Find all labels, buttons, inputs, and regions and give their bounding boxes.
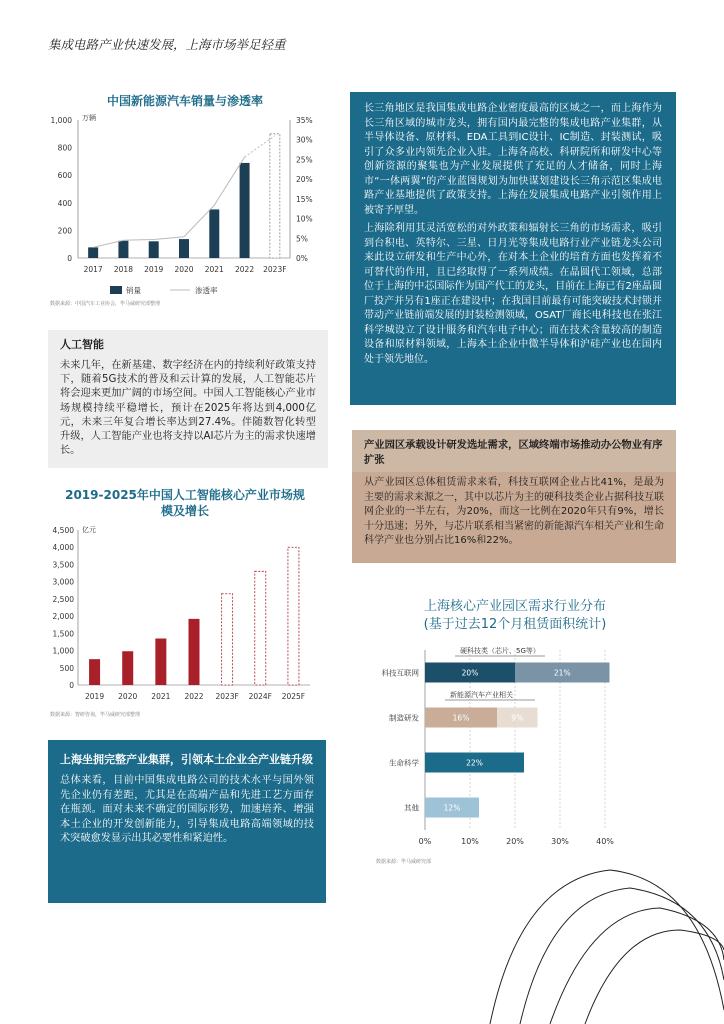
chart1-title: 中国新能源汽车销量与渗透率: [106, 94, 263, 108]
tan-body: 从产业园区总体租赁需求来看，科技互联网企业占比41%，是最为主要的需求来源之一，其中以芯片为主的硬科技类企业占据科技互联网企业的一半左右，为20%，而这一比例在2020年只有9%，增长十分迅速；另外，与芯片联系相当紧密的新能源汽车相关产业和生命科学产业也分别占比16%和22%。: [364, 477, 664, 546]
chart1-ytick: 800: [57, 143, 72, 153]
chart3-segment-label: 12%: [443, 803, 461, 813]
tan-header: [352, 430, 676, 472]
page-header: 集成电路产业快速发展，上海市场举足轻重: [48, 37, 286, 52]
chart3-category: 生命科学: [389, 758, 419, 768]
chart3-category: 科技互联网: [381, 668, 419, 678]
chart2-xtick: 2024F: [248, 692, 272, 701]
tan-title: 产业园区承载设计研发选址需求，区域终端市场推动办公物业有序扩张: [364, 439, 663, 466]
chart3-segment-label: 20%: [461, 668, 479, 678]
chart1-bar: [209, 209, 219, 258]
chart3-segment-label: 22%: [466, 758, 483, 768]
chart1-ytick: 600: [57, 171, 72, 181]
ai-title: 人工智能: [60, 338, 104, 351]
chart1-legend-bar: 销量: [126, 286, 141, 295]
chart1-legend-swatch-bar: [110, 286, 122, 294]
bottom-blue-title: 上海坐拥完整产业集群，引领本土企业全产业链升级: [60, 753, 313, 766]
chart3-xtick: 10%: [461, 837, 479, 846]
chart1-y2tick: 5%: [296, 234, 308, 244]
chart1-svg: [40, 108, 330, 298]
chart2-bar: [222, 594, 233, 685]
chart3-title-line1: 上海核心产业园区需求行业分布: [423, 599, 606, 614]
chart2-ytick: 3,000: [52, 577, 74, 587]
chart1-bar: [88, 247, 98, 258]
right-blue-box: [350, 92, 676, 405]
chart2-xtick: 2020: [118, 692, 138, 701]
chart1-xtick: 2017: [83, 265, 103, 274]
chart3-xtick: 40%: [596, 837, 614, 846]
ai-box: [48, 330, 328, 468]
right-blue-p1: 长三角地区是我国集成电路企业密度最高的区域之一，而上海作为长三角区域的城市龙头，拥有国内最完整的集成电路产业集群，从半导体设备、原材料、EDA工具到IC设计、IC制造、封装测试，吸引了众多业内领先企业入驻。上海各高校、科研院所和研发中心等创新资源的聚集也为产业发展提供了充足的人才储备，同时上海市“一体两翼”的产业蓝图规划为加快谋划建设长三角示范区集成电路产业基地提供了政策支持。上海在发展集成电路产业引领作用上被寄予厚望。: [364, 103, 662, 216]
chart2-bar: [189, 619, 200, 685]
chart2-bar: [155, 639, 166, 686]
chart1-source: 数据来源：中国汽车工业协会，毕马威研究部整理: [50, 301, 161, 307]
chart2-ytick: 1,500: [52, 629, 74, 639]
chart2-yunit: 亿元: [82, 526, 96, 534]
bottom-blue-box: [48, 740, 326, 903]
chart1-y2tick: 25%: [296, 155, 313, 165]
chart1-bar: [149, 241, 159, 258]
chart1-line: [93, 157, 244, 247]
chart3-category: 制造研发: [389, 713, 419, 723]
chart2-title: 2019-2025年中国人工智能核心产业市场规模及增长: [65, 488, 305, 518]
chart2-xtick: 2023F: [215, 692, 239, 701]
chart3-segment-label: 16%: [452, 713, 470, 723]
chart3-annotation: 新能源汽车产业相关: [450, 691, 513, 699]
chart1-bar: [270, 134, 280, 258]
chart2-xtick: 2022: [184, 692, 204, 701]
chart3-xtick: 20%: [506, 837, 524, 846]
chart2-xtick: 2025F: [281, 692, 306, 701]
chart1-ytick: 0: [67, 254, 72, 263]
chart1-ytick: 1,000: [50, 116, 72, 125]
chart3-segment-label: 21%: [553, 668, 571, 678]
chart3-xtick: 0%: [418, 837, 432, 846]
chart1-ytick: 400: [57, 198, 72, 208]
chart3-svg: [355, 640, 685, 855]
bottom-blue-body: 总体来看，目前中国集成电路公司的技术水平与国外领先企业仍有差距，尤其是在高端产品和先进工艺方面存在瓶颈。面对未来不确定的国际形势，加速培养、增强本土企业的开发创新能力，引导集成电路高端领域的技术突破愈发显示出其必要性和紧迫性。: [60, 775, 314, 844]
chart3-source: 数据来源：毕马威研究部: [376, 859, 432, 865]
chart1-bar: [179, 239, 189, 258]
chart1-ytick: 200: [57, 226, 72, 236]
tan-body-wrap: [352, 472, 676, 563]
chart1-legend-line: 渗透率: [195, 286, 218, 295]
chart2-ytick: 3,500: [52, 560, 74, 570]
chart1-xtick: 2021: [204, 265, 224, 274]
chart1-y2tick: 10%: [296, 214, 313, 224]
chart2-ytick: 2,500: [52, 594, 74, 604]
chart3-category: 其他: [404, 803, 419, 813]
chart2-ytick: 500: [59, 663, 74, 673]
chart2-xtick: 2021: [151, 692, 171, 701]
chart1-xtick: 2019: [144, 265, 164, 274]
chart2-ytick: 0: [69, 681, 74, 690]
chart3-title: [370, 598, 660, 634]
chart1-y2tick: 15%: [296, 194, 313, 204]
ai-body: 未来几年，在新基建、数字经济在内的持续利好政策支持下，随着5G技术的普及和云计算的发展，人工智能芯片将会迎来更加广阔的市场空间。中国人工智能核心产业市场规模持续平稳增长，预计在2025年将达到4,000亿元，未来三年复合增长率达到27.4%。伴随数智化转型升级，人工智能产业也将支持以AI芯片为主的需求快速增长。: [60, 360, 316, 457]
chart3-segment-label: 9%: [511, 713, 524, 723]
chart2-bar: [89, 659, 100, 685]
chart2-ytick: 2,000: [52, 612, 74, 622]
chart1-bar: [240, 163, 250, 258]
chart2-ytick: 4,000: [52, 543, 74, 553]
chart1-xtick: 2022: [235, 265, 255, 274]
chart2-ytick: 1,000: [52, 646, 74, 656]
chart1-y2tick: 20%: [296, 175, 313, 185]
right-blue-p2: 上海除利用其灵活宽松的对外政策和辐射长三角的市场需求，吸引到台积电、英特尔、三星、日月光等集成电路行业产业链龙头公司来此设立研发和生产中心外，在对本土企业的培育方面也发挥着不可替代的作用，且已经取得了一系列成绩。在晶圆代工领域，总部位于上海的中芯国际作为国产代工的龙头，目前在上海已有2座晶圆厂投产并另有1座正在建设中；在我国目前最有可能突破技术封锁并带动产业链前端发展的封装检测领域，OSAT厂商长电科技也在张江科学城设立了设计服务和汽车电子中心；而在技术含量较高的制造设备和原材料领域，上海本土企业中微半导体和沪硅产业也在国内处于领先地位。: [364, 223, 662, 365]
chart3-xtick: 30%: [551, 837, 569, 846]
chart2-bar: [288, 547, 299, 685]
chart2-xtick: 2019: [85, 692, 105, 701]
chart1-y2tick: 0%: [296, 254, 308, 263]
chart2-bar: [255, 571, 266, 685]
chart1-xtick: 2018: [113, 265, 133, 274]
chart1-xtick: 2020: [174, 265, 194, 274]
chart2-bar: [122, 651, 133, 685]
chart1-y2tick: 35%: [296, 116, 313, 125]
chart2-source: 数据来源：智研咨询，毕马威研究部整理: [50, 712, 141, 718]
chart1-xtick: 2023F: [263, 265, 287, 274]
chart3-title-line2: (基于过去12个月租赁面积统计): [423, 617, 607, 632]
tan-box: [352, 430, 676, 558]
chart1-yunit: 万辆: [82, 114, 96, 122]
chart3-annotation: 硬科技类（芯片、5G等）: [460, 647, 540, 655]
chart2-ytick: 4,500: [52, 526, 74, 535]
chart2-svg: [40, 520, 330, 710]
decorative-arcs: [480, 840, 724, 1024]
chart1-y2tick: 30%: [296, 135, 313, 145]
chart1-bar: [118, 241, 128, 258]
